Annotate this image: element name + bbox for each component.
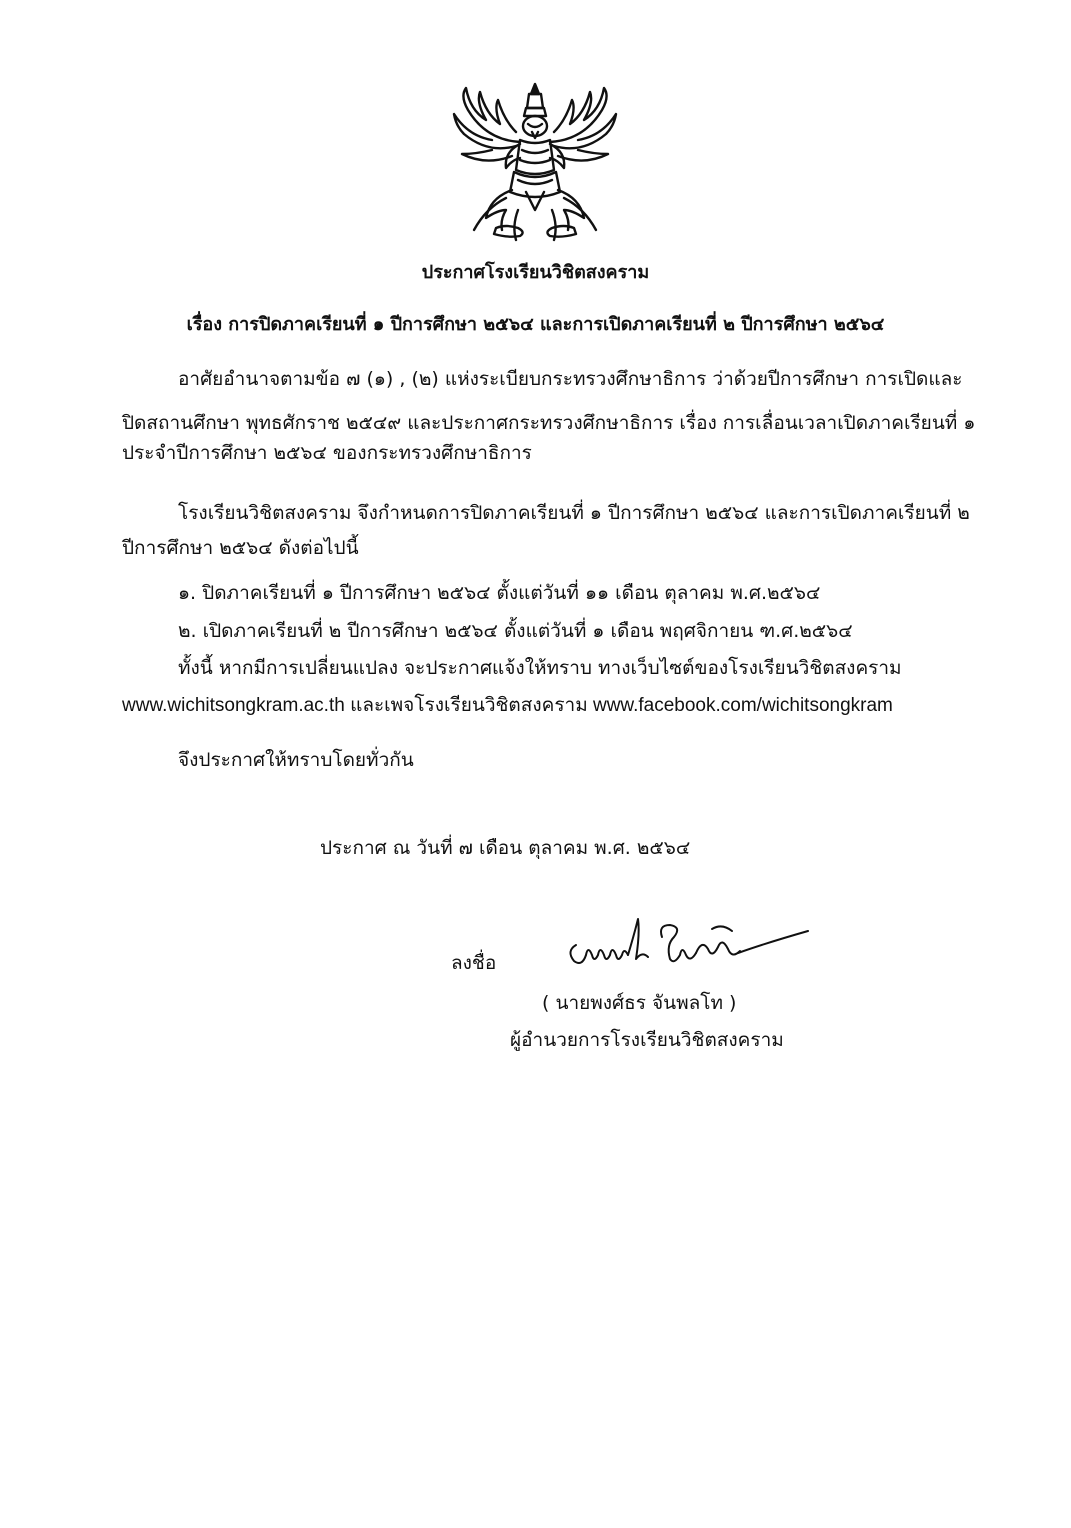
para1-line-3: ประจำปีการศึกษา ๒๕๖๔ ของกระทรวงศึกษาธิการ bbox=[122, 442, 532, 464]
note-line-1: ทั้งนี้ หากมีการเปลี่ยนแปลง จะประกาศแจ้งให้ทราบ ทางเว็บไซต์ของโรงเรียนวิชิตสงคราม bbox=[178, 657, 902, 679]
garuda-emblem-icon bbox=[446, 80, 624, 245]
sign-label: ลงชื่อ bbox=[451, 952, 497, 974]
para2-line-1: โรงเรียนวิชิตสงคราม จึงกำหนดการปิดภาคเรียนที่ ๑ ปีการศึกษา ๒๕๖๔ และการเปิดภาคเรียนที่ ๒ bbox=[178, 502, 970, 524]
para1-line-2: ปิดสถานศึกษา พุทธศักราช ๒๕๔๙ และประกาศกระทรวงศึกษาธิการ เรื่อง การเลื่อนเวลาเปิดภาคเรียนที่ ๑ bbox=[122, 412, 976, 434]
list-item-2: ๒. เปิดภาคเรียนที่ ๒ ปีการศึกษา ๒๕๖๔ ตั้งแต่วันที่ ๑ เดือน พฤศจิกายน ฑ.ศ.๒๕๖๔ bbox=[178, 620, 853, 642]
list-item-1: ๑. ปิดภาคเรียนที่ ๑ ปีการศึกษา ๒๕๖๔ ตั้งแต่วันที่ ๑๑ เดือน ตุลาคม พ.ศ.๒๕๖๔ bbox=[178, 582, 821, 604]
handwritten-signature bbox=[562, 915, 812, 975]
note-line-2: www.wichitsongkram.ac.th และเพจโรงเรียนวิชิตสงคราม www.facebook.com/wichitsongkram bbox=[122, 695, 893, 716]
signer-position: ผู้อำนวยการโรงเรียนวิชิตสงคราม bbox=[510, 1029, 784, 1051]
para2-line-2: ปีการศึกษา ๒๕๖๔ ดังต่อไปนี้ bbox=[122, 537, 359, 559]
announcement-date: ประกาศ ณ วันที่ ๗ เดือน ตุลาคม พ.ศ. ๒๕๖๔ bbox=[320, 837, 691, 859]
signer-name: ( นายพงศ์ธร จันพลโท ) bbox=[542, 992, 737, 1014]
announcement-title: ประกาศโรงเรียนวิชิตสงคราม bbox=[421, 262, 650, 283]
para1-line-1: อาศัยอำนาจตามข้อ ๗ (๑) , (๒) แห่งระเบียบกระทรวงศึกษาธิการ ว่าด้วยปีการศึกษา การเปิดและ bbox=[178, 368, 963, 390]
announcement-subject: เรื่อง การปิดภาคเรียนที่ ๑ ปีการศึกษา ๒๕๖๔ และการเปิดภาคเรียนที่ ๒ ปีการศึกษา ๒๕๖๔ bbox=[186, 314, 885, 335]
closing-line: จึงประกาศให้ทราบโดยทั่วกัน bbox=[178, 749, 414, 771]
